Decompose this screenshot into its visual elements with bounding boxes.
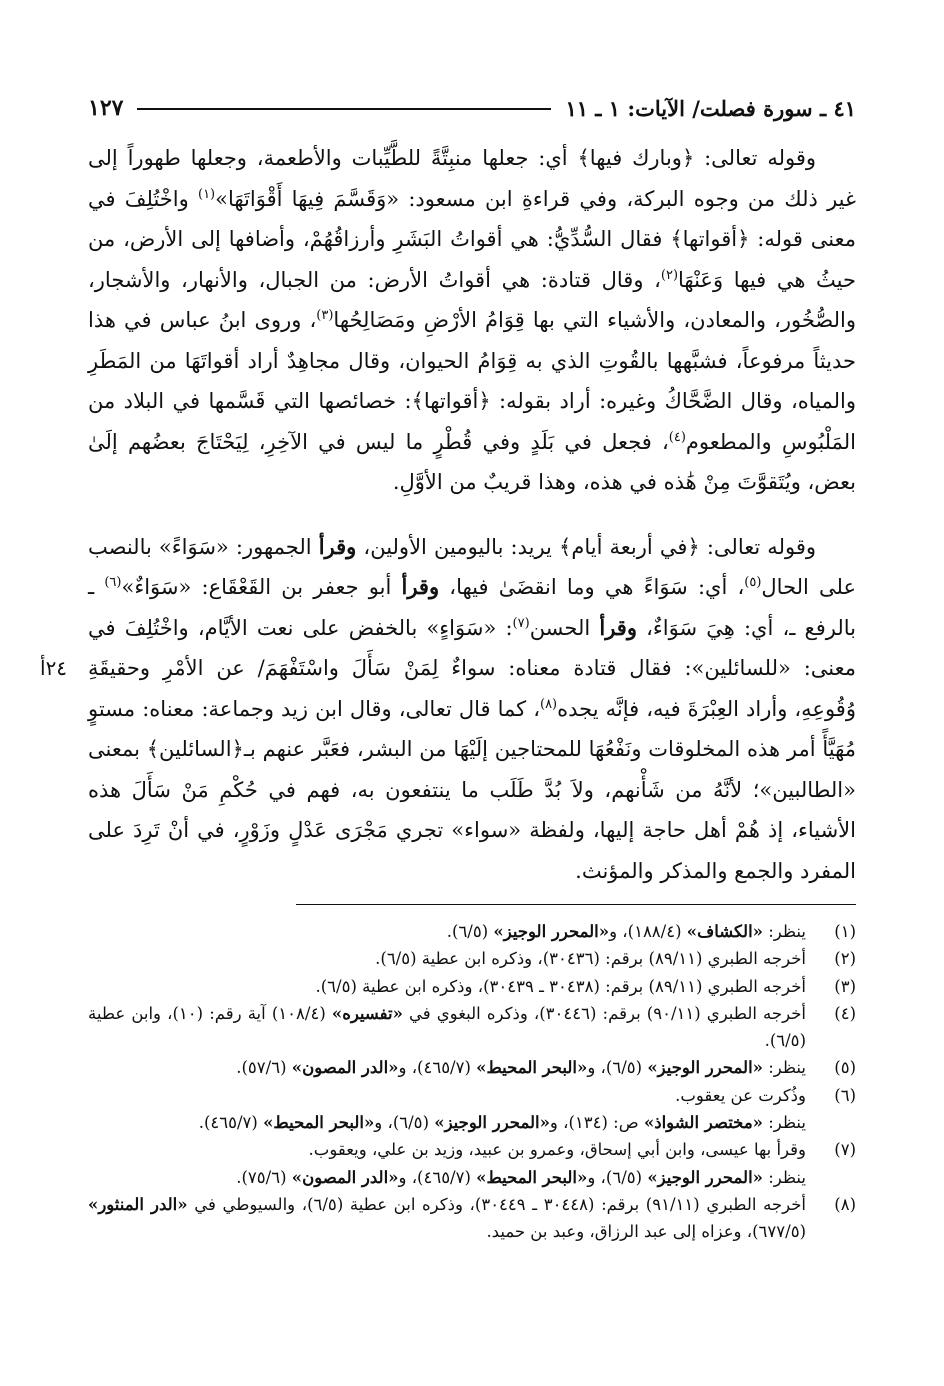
bold-text: «مختصر الشواذ» — [643, 1113, 763, 1133]
bold-text: «المحرر الوجيز» — [434, 1113, 550, 1133]
paragraph — [88, 527, 856, 892]
bold-text: «تفسيره» — [331, 1003, 403, 1023]
text-run: (٤٦٥/٧). — [198, 1113, 264, 1133]
text-run: (٦/٥)، و — [374, 1113, 435, 1133]
text-run: (٥٧/٦). — [236, 1058, 292, 1078]
footnote — [88, 1136, 856, 1163]
footnote — [88, 1164, 856, 1191]
footnote-text — [88, 1082, 806, 1109]
bold-text: وقرأ — [599, 614, 637, 640]
text-run: (١٨٨/٤)، و — [609, 922, 687, 941]
text-run: ينظر: — [762, 1113, 806, 1133]
footnote-text — [88, 1191, 806, 1246]
bold-text: «الكشاف» — [686, 922, 763, 941]
footnote — [88, 1054, 856, 1081]
footnote — [88, 918, 856, 945]
text-run: ، أي: سَوَاءً هي وما انقضَىٰ فيها، — [439, 575, 745, 599]
footnote-number: (١) — [834, 922, 856, 941]
footnote — [88, 1109, 856, 1136]
text-run: ، فجعل في بَلَدٍ وفي قُطْرٍ ما ليس في الآخِرِ، لِيَحْتَاجَ بعضُهم إلَىٰ بعض، ويُتَقوَّتَ مِنْ هَٰذه في هذه، وهذا قريبٌ من الأوَّلِ. — [88, 429, 856, 494]
text-run: ، كما قال تعالى، وقال ابن زيد وجماعة: معناه: مستوٍ مُهَيَّأً أمر هذه المخلوقات ونَفْعُهَا للمحتاجين إلَيْهَا من البشر، فعَبَّر عنهم بـ﴿السائلين﴾ بمعنى «الطالبين»؛ لأنَّهُ من شَأْنهم، ولاَ بُدَّ طَلَب ما ينتفعون به، فهم في حُكْمِ مَنْ سَأَلَ هذه الأشياء، إذ هُمْ أهل حاجة إليها، ولفظة «سواء» تجري مَجْرَى عَدْلٍ وزَوْرٍ، في أنْ تَرِدَ على المفرد والجمع والمذكر والمؤنث. — [88, 696, 856, 883]
footnote-separator — [296, 904, 856, 905]
text-run: (٦٧٧/٥)، وعزاه إلى عبد الرزاق، وعبد بن حميد. — [486, 1222, 806, 1242]
bold-text: «الدر المصون» — [291, 1167, 399, 1187]
text-run: ينظر: — [762, 1167, 806, 1187]
text-run: أبو جعفر بن القَعْقَاع: «سَوَاءٌ» — [121, 575, 402, 599]
text-run: (٧٥/٦). — [236, 1167, 292, 1187]
footnote-number: (٥) — [834, 1058, 856, 1078]
text-run: (١٠٨/٤) آية رقم: (١٠)، وابن عطية (٦/٥). — [88, 1003, 806, 1051]
footnote-ref: (٥) — [744, 575, 762, 590]
text-run: أخرجه الطبري (٨٩/١١) برقم: (٣٠٤٣٦)، وذكره ابن عطية (٦/٥). — [375, 949, 806, 969]
running-title: ٤١ ـ سورة فصلت/ الآيات: ١ ـ ١١ — [565, 95, 856, 121]
bold-text: «البحر المحيط» — [476, 1058, 588, 1078]
footnote-ref: (٨) — [539, 696, 558, 712]
footnotes — [88, 918, 856, 1246]
bold-text: «المحرر الوجيز» — [647, 1167, 763, 1187]
text-run: الجمهور: «سَوَاءً» بالنصب على الحال — [88, 534, 857, 599]
text-run: ينظر: — [762, 1058, 806, 1078]
bold-text: «البحر المحيط» — [476, 1167, 588, 1187]
footnote — [88, 1000, 856, 1055]
footnote-ref: (٤) — [668, 429, 686, 445]
text-run: (٦/٥)، و — [587, 1167, 648, 1187]
footnote-text — [88, 1109, 806, 1136]
footnote-text — [88, 945, 806, 972]
text-run: (٤٦٥/٧)، و — [398, 1167, 477, 1187]
bold-text: «البحر المحيط» — [263, 1113, 375, 1133]
bold-text: «الدر المنثور» — [88, 1194, 188, 1214]
text-run: ، وقال قتادة: هي أقواتُ الأرض: من الجبال، والأنهار، والأشجار، والصُّخُور، والمعادن، والأشياء التي بها قِوَامُ الأرْضِ ومَصَالِحُها — [88, 267, 857, 332]
footnote-text — [88, 1000, 806, 1055]
footnote-number: (٣) — [834, 976, 856, 996]
text-run: ، وروى ابنُ عباس في هذا حديثاً مرفوعاً، فشبَّهها بالقُوتِ الذي به قِوَامُ الحيوان، وقال مجاهِدٌ أراد أقواتَهَا من المَطَرِ والمياه، وقال الضَّحَّاكُ وغيره: أراد بقوله: ﴿أقواتها﴾: خصائصها التي قَسَّمها في البلاد من المَلْبُوسِ والمطعوم — [88, 308, 856, 454]
footnote-number: (٢) — [834, 949, 856, 969]
text-run: أخرجه الطبري (٩١/١١) برقم: (٣٠٤٤٨ ـ ٣٠٤٤٩)، وذكره ابن عطية (٦/٥)، والسيوطي في — [187, 1194, 807, 1214]
text-run: (٤٦٥/٧)، و — [398, 1058, 477, 1078]
text-run: أخرجه الطبري (٩٠/١١) برقم: (٣٠٤٤٦)، وذكره البغوي في — [402, 1003, 806, 1023]
bold-text: «المحرر الوجيز» — [647, 1058, 763, 1078]
footnote-text — [88, 1164, 806, 1191]
footnote-text — [88, 1054, 806, 1081]
bold-text: وقرأ — [401, 574, 440, 599]
text-run: ينظر: — [762, 922, 806, 941]
main-text — [88, 138, 856, 891]
page-number: ١٢٧ — [88, 95, 124, 121]
bold-text: «المحرر الوجيز» — [493, 922, 610, 941]
paragraph — [88, 138, 856, 503]
footnote — [88, 1191, 856, 1246]
page-header — [88, 88, 856, 128]
footnote-text — [88, 973, 806, 1000]
footnote-ref: (١) — [197, 186, 216, 202]
footnote-number: (٦) — [834, 1085, 856, 1105]
manuscript-folio-marker: ٢٤أ — [40, 656, 68, 680]
text-run: (٦/٥)، و — [587, 1058, 648, 1078]
header-rule — [137, 108, 551, 110]
footnote — [88, 973, 856, 1000]
footnote-number: (٤) — [834, 1003, 856, 1023]
footnote-ref: (٢) — [660, 267, 679, 283]
text-run: : «سَوَاءٍ» بالخفض على نعت الأيَّام، واخْتُلِفَ في معنى: «للسائلين»: فقال قتادة معناه: سواءٌ لِمَنْ سَأَلَ واسْتَفْهَمَ/ عن الأمْرِ وحقيقَةِ وُقُوعِهِ، وأراد العِبْرَةَ فيه، فإنَّه يجده — [88, 615, 856, 721]
footnote — [88, 945, 856, 972]
footnote-ref: (٣) — [316, 308, 334, 323]
footnote-number: (٨) — [834, 1194, 856, 1214]
text-run: واخْتُلِفَ في معنى قوله: ﴿أقواتها﴾ فقال السُّدِّيُّ: هي أقواتُ البَشَرِ وأرزاقُهُمْ، وأضافها إلى الأرض، من حيثُ هي فيها وَعَنْهَا — [88, 186, 856, 292]
text-run: (٦/٥). — [446, 922, 494, 941]
text-run: أخرجه الطبري (٨٩/١١) برقم: (٣٠٤٣٨ ـ ٣٠٤٣٩)، وذكره ابن عطية (٦/٥). — [315, 976, 806, 996]
text-run: وذُكرت عن يعقوب. — [675, 1085, 806, 1105]
text-run: ـ بالرفع ـ، أي: هِيَ سَوَاءٌ، — [88, 575, 856, 640]
text-run: الحسن — [529, 615, 600, 640]
footnote — [88, 1082, 856, 1109]
footnote-text — [88, 918, 806, 945]
text-run: وقوله تعالى: ﴿في أربعة أيام﴾ يريد: باليومين الأولين، — [356, 534, 816, 559]
bold-text: وقرأ — [318, 533, 357, 559]
footnote-ref: (٧) — [512, 615, 530, 631]
footnote-number: (٧) — [834, 1140, 856, 1160]
text-run: وقوله تعالى: ﴿وبارك فيها﴾ أي: جعلها منبِتَّةً للطَّيِّبات والأطعمة، وجعلها طهوراً إلى غير ذلك من وجوه البركة، وفي قراءةِ ابن مسعود: «وَقَسَّمَ فِيهَا أَقْوَاتَهَا» — [88, 146, 856, 211]
footnote-text — [88, 1136, 806, 1163]
bold-text: «الدر المصون» — [291, 1058, 399, 1078]
text-run: وقرأ بها عيسى، وابن أبي إسحاق، وعمرو بن عبيد، وزيد بن علي، ويعقوب. — [308, 1140, 806, 1160]
text-run: ص: (١٣٤)، و — [549, 1113, 644, 1133]
footnote-ref: (٦) — [104, 575, 122, 590]
